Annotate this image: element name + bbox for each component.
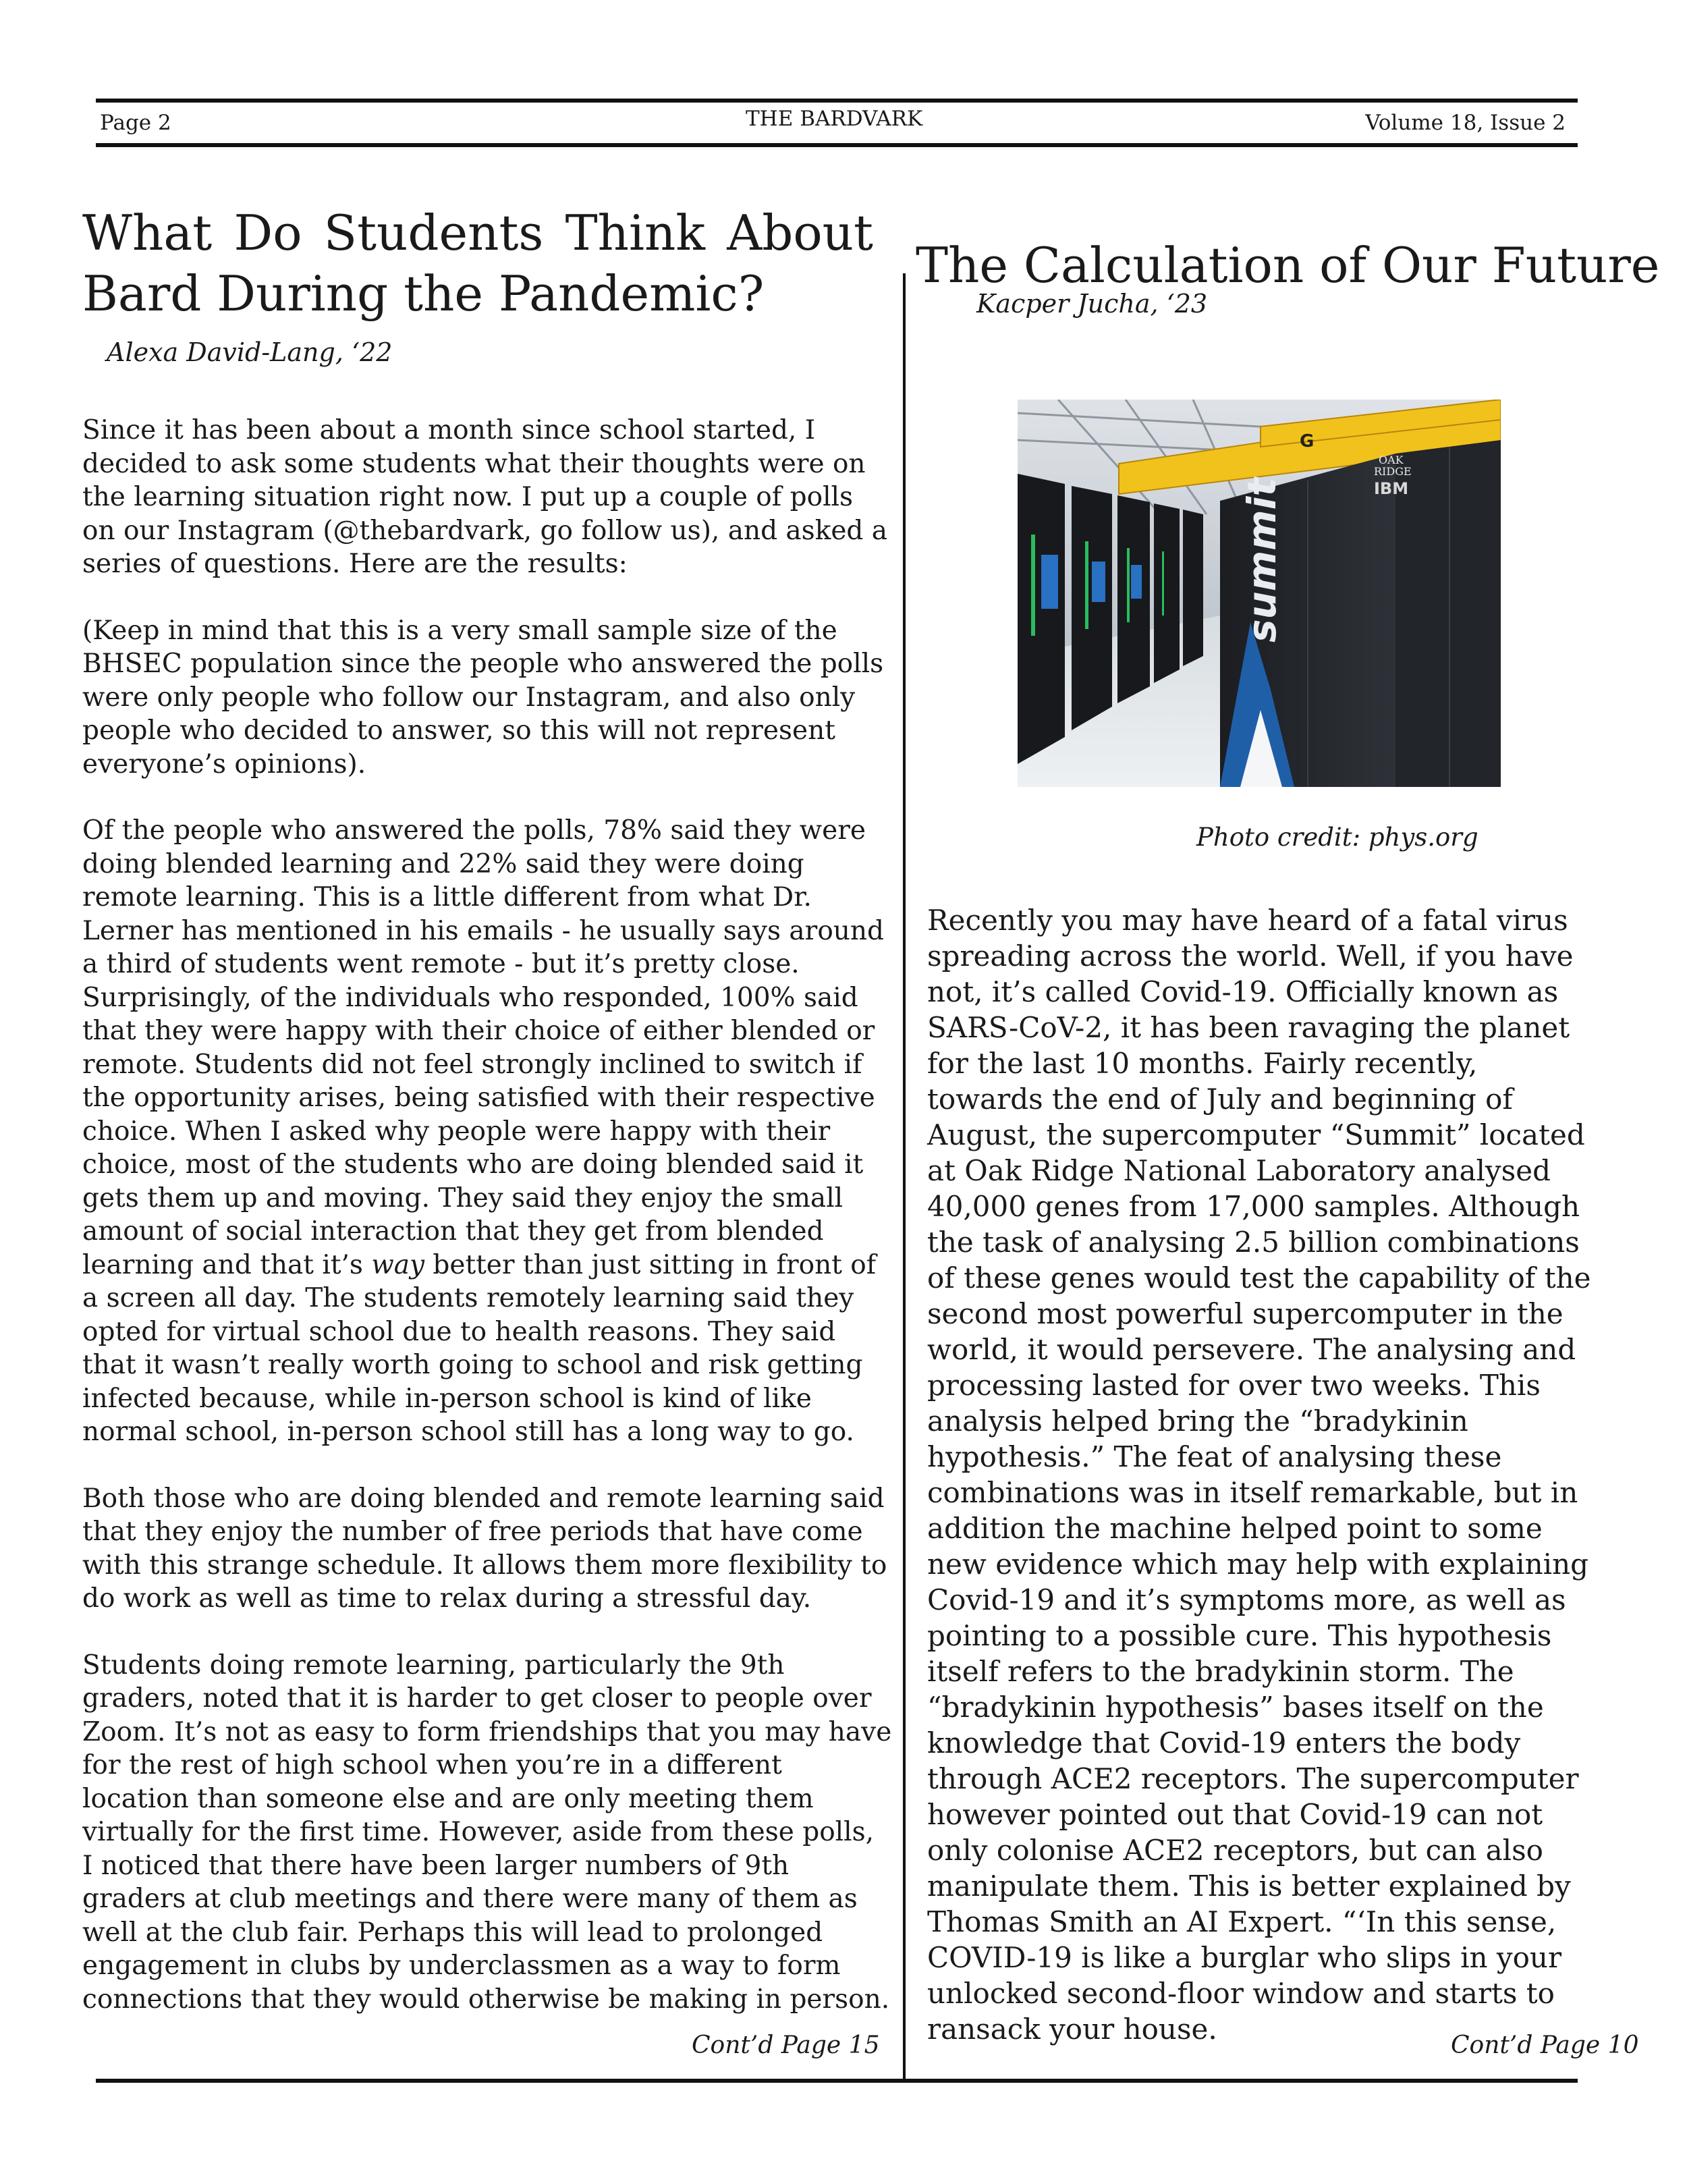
left-continued-link[interactable]: Cont’d Page 15 bbox=[692, 2031, 880, 2059]
summit-supercomputer-photo bbox=[1018, 400, 1501, 787]
left-paragraph-2: (Keep in mind that this is a very small sample size of the BHSEC population since the people who answered the polls were only people who follow our Instagram, and also only people who decided to answer, so this will not represent everyone’s opinions). bbox=[82, 615, 884, 780]
poll-text-before: Of the people who answered the polls, 78% said they were doing blended learning and 22% said they were doing remote learning. This is a little different from what Dr. Lerner has mentioned in his emails - he usually says around a third of students went remote - but it’s pretty close. Surprisingly, of the individuals who responded, 100% said that they were happy with their choice of either blended or remote. Students did not feel strongly inclined to switch if the opportunity arises, being satisfied with their respective choice. When I asked why people were happy with their choice, most of the students who are doing blended said it gets them up and moving. They said they enjoy the small amount of social interaction that they get from blended learning and that it’s bbox=[82, 815, 884, 1280]
masthead-title: THE BARDVARK bbox=[746, 107, 923, 131]
svg-text:RIDGE: RIDGE bbox=[1374, 465, 1412, 478]
left-article-title: What Do Students Think About Bard During the Pandemic? bbox=[82, 204, 873, 322]
left-paragraph-poll-results bbox=[82, 814, 892, 1449]
column-divider bbox=[903, 273, 906, 2081]
left-article-body bbox=[82, 414, 892, 2049]
left-paragraph-3: Both those who are doing blended and remote learning said that they enjoy the number of free periods that have come with this strange schedule. It allows them more flexibility to do work as well as time to relax during a stressful day. bbox=[82, 1483, 887, 1614]
svg-text:summit: summit bbox=[1239, 477, 1285, 643]
right-article-title: The Calculation of Our Future bbox=[916, 237, 1660, 294]
poll-text-after: better than just sitting in front of a screen all day. The students remotely learning said they opted for virtual school due to health reasons. They said that it wasn’t really worth going to school and risk getting infected because, while in-person school is kind of like normal school, in-person school still has a long way to go. bbox=[82, 1249, 877, 1447]
right-article-byline: Kacper Jucha, ‘23 bbox=[976, 289, 1208, 319]
svg-text:OAK: OAK bbox=[1379, 454, 1404, 466]
cable-tray-g-icon: G bbox=[1300, 431, 1315, 452]
left-article-byline: Alexa David-Lang, ‘22 bbox=[107, 337, 393, 367]
right-paragraph-1: Recently you may have heard of a fatal virus spreading across the world. Well, if you have not, it’s called Covid-19. Officially known as SARS-CoV-2, it has been ravaging the planet for the last 10 months. Fairly recently, towards the end of July and beginning of August, the supercomputer “Summit” located at Oak Ridge National Laboratory analysed 40,000 genes from 17,000 samples. Although the task of analysing 2.5 billion combinations of these genes would test the capability of the second most powerful supercomputer in the world, it would persevere. The analysing and processing lasted for over two weeks. This analysis helped bring the “bradykinin hypothesis.” The feat of analysing these combinations was in itself remarkable, but in addition the machine helped point to some new evidence which may help with explaining Covid-19 and it’s symptoms more, as well as pointing to a possible cure. This hypothesis itself refers to the bradykinin storm. The “bradykinin hypothesis” bases itself on the knowledge that Covid-19 enters the body through ACE2 receptors. The supercomputer however pointed out that Covid-19 can not only colonise ACE2 receptors, but can also manipulate them. This is better explained by Thomas Smith an AI Expert. “‘In this sense, COVID-19 is like a burglar who slips in your unlocked second-floor window and starts to ransack your house. bbox=[927, 904, 1591, 2046]
poll-text-emphasis: way bbox=[371, 1249, 424, 1280]
right-article-body bbox=[927, 902, 1602, 2080]
right-continued-link[interactable]: Cont’d Page 10 bbox=[1451, 2031, 1639, 2059]
header-top-rule bbox=[96, 99, 1578, 103]
page-number: Page 2 bbox=[100, 111, 171, 135]
svg-text:IBM: IBM bbox=[1374, 479, 1409, 498]
left-paragraph-4: Students doing remote learning, particularly the 9th graders, noted that it is harder to get closer to people over Zoom. It’s not as easy to form friendships that you may have for the rest of high school when you’re in a different location than someone else and are only meeting them virtually for the first time. However, aside from these polls, I noticed that there have been larger numbers of 9th graders at club meetings and there were many of them as well at the club fair. Perhaps this will lead to prolonged engagement in clubs by underclassmen as a way to form connections that they would otherwise be making in person. bbox=[82, 1649, 892, 2015]
left-paragraph-1: Since it has been about a month since school started, I decided to ask some students what their thoughts were on the learning situation right now. I put up a couple of polls on our Instagram (@thebardvark, go follow us), and asked a series of questions. Here are the results: bbox=[82, 415, 888, 579]
photo-credit: Photo credit: phys.org bbox=[1196, 823, 1478, 852]
issue-label: Volume 18, Issue 2 bbox=[1365, 111, 1566, 135]
header-bottom-rule bbox=[96, 143, 1578, 147]
